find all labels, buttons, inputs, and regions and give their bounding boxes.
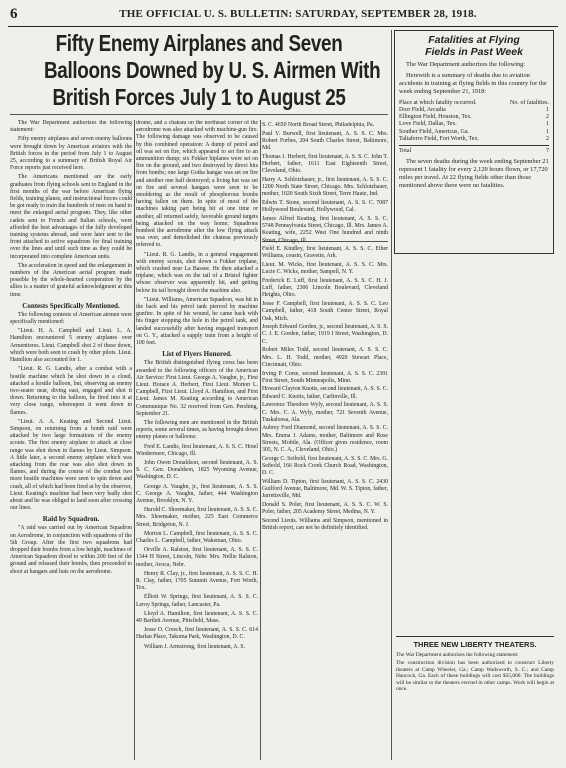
paragraph: The Americans mentioned are the early graduates from flying schools sent to England in the first months of the war before American flying fields, training planes, and instructional forces could be got ready to train the hundreds of men on hand to meet the enlarged aerial program. They, like other cadets sent to French and Italian schools, were afforded the best advantages of the fully developed training systems abroad, and were later sent to the front attached to active squadrons for final training over the lines and until such time as they could be incorporated into complete American units. xyxy=(10,174,132,260)
total-value: 7 xyxy=(546,148,549,155)
table-row xyxy=(399,136,549,143)
article-column-1 xyxy=(10,120,132,760)
box-intro: The War Department authorizes the following: xyxy=(406,61,526,68)
count-cell: 1 xyxy=(546,121,549,128)
box-summary: Herewith is a summary of deaths due to aviation accidents in training at flying fields in this country for the week ending September 21, 1918: xyxy=(399,72,547,95)
subheading: List of Flyers Honored. xyxy=(162,350,232,359)
table-row xyxy=(399,107,549,114)
list-item: Howard Clayton Knotts, second lieutenant, A. S. S. C. Edward C. Knotts, father, Carlinville, Ill. xyxy=(262,386,388,400)
count-cell: 2 xyxy=(546,114,549,121)
paragraph: "Lieut. R. G. Landis, in a general engagement with enemy scouts, shot down a Fokker triplane, which crashed near La Bassee. He then attacked a triplane, which was on the tail of a Bristol fighter whose observer was apparently hit, and getting below its tail brought down the machine also. xyxy=(136,251,258,294)
list-item: S. C. 4650 North Broad Street, Philadelphia, Pa. xyxy=(262,122,375,128)
col-number-header: No. of fatalities. xyxy=(510,100,549,106)
headline-line: Fifty Enemy Airplanes and Seven xyxy=(55,30,343,56)
headline-line: British Forces July 1 to August 25 xyxy=(52,84,346,110)
paragraph: The following men are mentioned in the British reports, some several times, as having brought down enemy planes or balloons: xyxy=(136,419,258,441)
place-cell: Taliaferro Field, Fort Worth, Tex. xyxy=(399,135,479,142)
table-row xyxy=(399,121,549,128)
list-item: Fred E. Landis, first lieutenant, A. S. S. C. Hotel Windermere, Chicago, Ill. xyxy=(136,443,258,457)
list-item: John Owen Donaldson, second lieutenant, A. S. S. C. Gen. Donaldson, 1825 Wyoming Avenue, Washington, D. C. xyxy=(136,459,258,481)
main-headline xyxy=(44,30,381,111)
column-rule xyxy=(134,120,135,760)
page-header xyxy=(8,4,558,27)
paragraph: Fifty enemy airplanes and seven enemy balloons were brought down by American aviators with the British forces in the period from July 1 to August 25, according to a summary of British Royal Air Force reports just received here. xyxy=(10,136,132,172)
paragraph: drome, and a chateau on the northeast corner of the aerodrome was also attacked with machine-gun fire. The following damage was observed to be caused by this combined operation: A dump of petrol and oil was set on fire, which appeared to set fire to an ammunition dump; six Fokker biplanes were set on fire on the ground, and two destroyed by direct hits from bombs; one large Gotha hangar was set on fire and another one half destroyed; a living hut was set on fire and several hangars were seen to be smoldering as the result of phosphorous bombs having fallen on them. In spite of most of the machines taking part being hit at one time or another, all returned safely, favorable ground targets being attacked on the way home; Squadrons bombed the aerodrome after the low flying attack was over, and demolished the chateau previously referred to. xyxy=(136,120,258,249)
list-item: Second Lieuts. Williams and Simpson, mentioned in British report, can not be definitely identified. xyxy=(262,517,388,532)
list-item: George C. Seibold, first lieutenant, A. S. S. C. Mrs. G. Seibold, 166 Rock Creek Church Road, Washington, D. C. xyxy=(262,455,388,477)
paragraph: "A raid was carried out by American Squadron on Aerodrome, in conjunction with squadrons of the 5th Group. After the first two squadrons had dropped their bombs from a low height, machines of American Squadron dived to within 200 feet of the ground and released their bombs, then proceeded to shoot at hangars and huts on the aerodrome. xyxy=(10,525,132,575)
list-item: Joseph Edward Gorden, jr., second lieutenant, A. S. S. C. J. E. Gorden, father, 1919 I Street, Washington, D. C. xyxy=(262,324,388,345)
place-cell: Ellington Field, Houston, Tex. xyxy=(399,114,472,121)
table-row xyxy=(399,129,549,136)
list-item: Donald S. Poler, first lieutenant, A. S. S. C. W. S. Poler, father, 205 Academy Street, Medina, N. Y. xyxy=(262,501,388,516)
headline-line: Balloons Downed by U. S. Airmen With xyxy=(44,57,381,83)
masthead: THE OFFICIAL U. S. BULLETIN: SATURDAY, SEPTEMBER 28, 1918. xyxy=(119,8,477,20)
headline-rule xyxy=(10,114,388,115)
box-title-line: Fatalities at Flying xyxy=(428,34,520,46)
list-item: Henry R. Clay, jr., first lieutenant, A. S. S. C. H. R. Clay, father, 1705 Summit Avenue, Fort Worth, Tex. xyxy=(136,570,258,592)
list-item: Robert Miles Todd, second lieutenant, A. S. S. C. Mrs. L. H. Todd, mother, 4920 Stewart Place, Cincinnati, Ohio. xyxy=(262,347,388,368)
list-item: Field E. Kindley, first lieutenant, A. S. S. C. Ether Williams, cousin, Gravette, Ark. xyxy=(262,246,388,260)
paragraph: The British distinguished flying cross has been awarded to the following officers of the American Air Service: First Lieut. George A. Vaughn, jr., First Lieut. Horace A. Herbert, First Lieut. Morton L. Campbell, First Lieut. Lloyd A. Hamilton, and First Lieut. James M. Keating according to American Communique No. 32 received from Gen. Pershing, September 21. xyxy=(136,360,258,417)
list-item: Harold C. Shoemaker, first lieutenant, A. S. S. C. Mrs. Shoemaker, mother, 225 East Commerce Street, Bridgeton, N. J. xyxy=(136,507,258,528)
box-title-line: Fields in Past Week xyxy=(425,46,523,58)
list-item: Irving P. Corse, second lieutenant, A. S. S. C. 2301 First Street, South Minneapolis, Minn. xyxy=(262,370,388,384)
place-cell: Dorr Field, Arcadia xyxy=(399,107,446,113)
place-cell: Souther Field, Americus, Ga. xyxy=(399,128,469,135)
list-item: Lloyd A. Hamilton, first lieutenant, A. S. S. C. 49 Bartlett Avenue, Pittsfield, Mass. xyxy=(136,610,258,624)
count-cell: 2 xyxy=(546,135,549,142)
list-item: Jesse O. Creech, first lieutenant, A. S. S. C. 614 Harlan Place, Takoma Park, Washington, D. C. xyxy=(136,627,258,641)
table-row xyxy=(399,114,549,121)
list-item: James Alfred Keating, first lieutenant, A. S. S. C. 5748 Pennsylvania Street, Chicago, Ill. Mrs. James A. Keating, wife, 2252 West One hundred and ninth Street, Chicago, Ill. xyxy=(262,215,388,244)
paragraph: "Lieut. A. A. Keating and Second Lieut. Simpson, on returning from a bomb raid were attacked by two large formations of the enemy scouts. The first enemy airplane to attack at close range was shot down in flames by Lieut. Simpson. A little later, a second enemy airplane which was attacking from the rear was also shot down in flames, and during the course of the combat two more hostile machines were seen to spin down and crash, all of which had been fired at by the observer, Lieut. Keating's machine had been very badly shot about and he was obliged to land soon after crossing our lines. xyxy=(10,418,132,512)
list-item: Thomas J. Herbert, first lieutenant, A. S. S. C. John T. Herbert, father, 1611 East Eighteenth Street, Cleveland, Ohio. xyxy=(262,153,388,175)
paragraph: The construction division has been authorized to construct Liberty theaters at Camp Wheeler, Ga.; Camp Wadsworth, S. C.; and Camp Hancock, Ga. Each of these buildings will cost $35,000. The buildings will be similar to the theaters erected in other camps. Work will begin at once. xyxy=(396,660,554,693)
column-rule xyxy=(391,30,392,760)
place-cell: Love Field, Dallas, Tex. xyxy=(399,121,457,128)
article-column-3 xyxy=(262,122,388,760)
list-item: William D. Tipton, first lieutenant, A. S. S. C. 2430 Guilford Avenue, Baltimore, Md. W. S. Tipton, father, Jarrettsville, Md. xyxy=(262,478,388,500)
paragraph: "Lieut. H. A. Campbell and Lieut. L. A. Hamilton encountered 5 enemy airplanes over Armentieres. Lieut. Campbell shot 2 of these down, which were both seen to crash by other pilots. Lieut. Hamilton also accounted for 1. xyxy=(10,328,132,364)
list-item: Aubrey Ford Diamond, second lieutenant, A. S. S. C. Mrs. Emma J. Adams, mother, Baltimore and Rose Streets, Mobile, Ala. (Officer gives residence, room 305, N. C. A., Cleveland, Ohio.) xyxy=(262,425,388,454)
box-title xyxy=(399,34,549,58)
article-column-2 xyxy=(136,120,258,760)
paragraph: The War Department authorizes the following statement: xyxy=(10,120,132,134)
liberty-headline: THREE NEW LIBERTY THEATERS. xyxy=(396,636,554,649)
page-number: 6 xyxy=(10,6,18,22)
list-item: Edwin T. Stone, second lieutenant, A. S. S. C. 7087 Hollywood Boulevard, Hollywood, Cal. xyxy=(262,200,388,214)
paragraph: "Lieut. R. G. Landis, after a combat with a hostile machine which he shot down in a cloud, attacked a hostile balloon, but, observing an enemy two-seater near, diving east, engaged and shot it down. Returning to the balloon, he fired into it at very close range, whereupon it went down in flames. xyxy=(10,366,132,416)
table-total-row xyxy=(399,145,549,155)
list-item: Frederick E. Luff, first lieutenant, A. S. S. C. H. J. Luff, father, 2306 Lincoln Boulevard, Cleveland Heights, Ohio. xyxy=(262,278,388,299)
paragraph: The acceleration in speed and the enlargement in numbers of the American aerial program made possible by the whole-hearted cooperation by the allies is a matter of grateful acknowledgment at this time. xyxy=(10,262,132,298)
list-item: Elliott W. Springs, first lieutenant, A. S. S. C. Leroy Springs, father, Lancaster, Pa. xyxy=(136,594,258,608)
count-cell: 1 xyxy=(546,107,549,113)
list-item: William J. Armstrong, first lieutenant, A. S. xyxy=(144,643,246,650)
list-item: Orville A. Ralston, first lieutenant, A. S. S. C. 1344 H Street, Lincoln, Nebr. Mrs. Nellie Ralston, mother, Avoca, Nebr. xyxy=(136,547,258,568)
count-cell: 1 xyxy=(546,128,549,135)
fatalities-box xyxy=(394,30,554,254)
box-closing: The seven deaths during the week ending September 21 represent 1 fatality for every 2,129 hours flown, or 17,720 miles per travel. At 22 flying fields other than those mentioned above there were no fatalities. xyxy=(399,158,549,190)
list-item: Lieut. M. Wicks, first lieutenant, A. S. S. C. Mrs. Lucie C. Wicks, mother, Sampell, N. Y. xyxy=(262,262,388,276)
paragraph: The War Department authorizes the following statement: xyxy=(396,652,519,658)
column-rule xyxy=(260,120,261,760)
list-item: Lawrence Theodore Wyly, second lieutenant, A. S. S. C. Mrs. C. A. Wyly, mother, 721 Seventh Avenue, Tuskaloosa, Ala. xyxy=(262,402,388,423)
subheading: Contests Specifically Mentioned. xyxy=(22,301,120,310)
subheading: Raid by Squadron. xyxy=(42,515,100,524)
paragraph: "Lieut. Williams, American Squadron, was hit in the back and his petrol tank pierced by machine gunfire. In spite of his wound, he came back with his finger stopping the hole in the petrol tank, and landed successfully after having engaged transport on G. Y., attacked a supply train from a height of 100 feet. xyxy=(136,296,258,347)
list-item: George A. Vaughn, jr., first lieutenant, A. S. S. C. George A. Vaughn, father, 444 Washington Avenue, Brooklyn, N. Y. xyxy=(136,483,258,504)
list-item: Paul V. Burwell, first lieutenant, A. S. S. C. Mrs. Robert Forbes, 204 South Charles Street, Baltimore, Md. xyxy=(262,130,388,152)
article-column-4 xyxy=(396,630,554,760)
list-item: Morton L. Campbell, first lieutenant, A. S. S. C. Charles L. Campbell, father, Wakeman, Ohio. xyxy=(136,530,258,544)
list-item: Jesse F. Campbell, first lieutenant, A. S. S. C. Leo Campbell, father, 418 South Center Street, Royal Oak, Mich. xyxy=(262,301,388,322)
col-place-header: Place at which fatality occurred. xyxy=(399,100,477,106)
paragraph: The following contests of American airmen were specifically mentioned: xyxy=(10,311,132,326)
fatalities-table-header xyxy=(399,99,549,107)
list-item: Harry A. Schlotzhauer, jr., first lieutenant, A. S. S. C. 1200 North State Street, Chicago. Mrs. Schlotzhauer, mother, 1020 South Sixth Street, Terre Haute, Ind. xyxy=(262,176,388,198)
total-label: Total xyxy=(399,148,412,155)
